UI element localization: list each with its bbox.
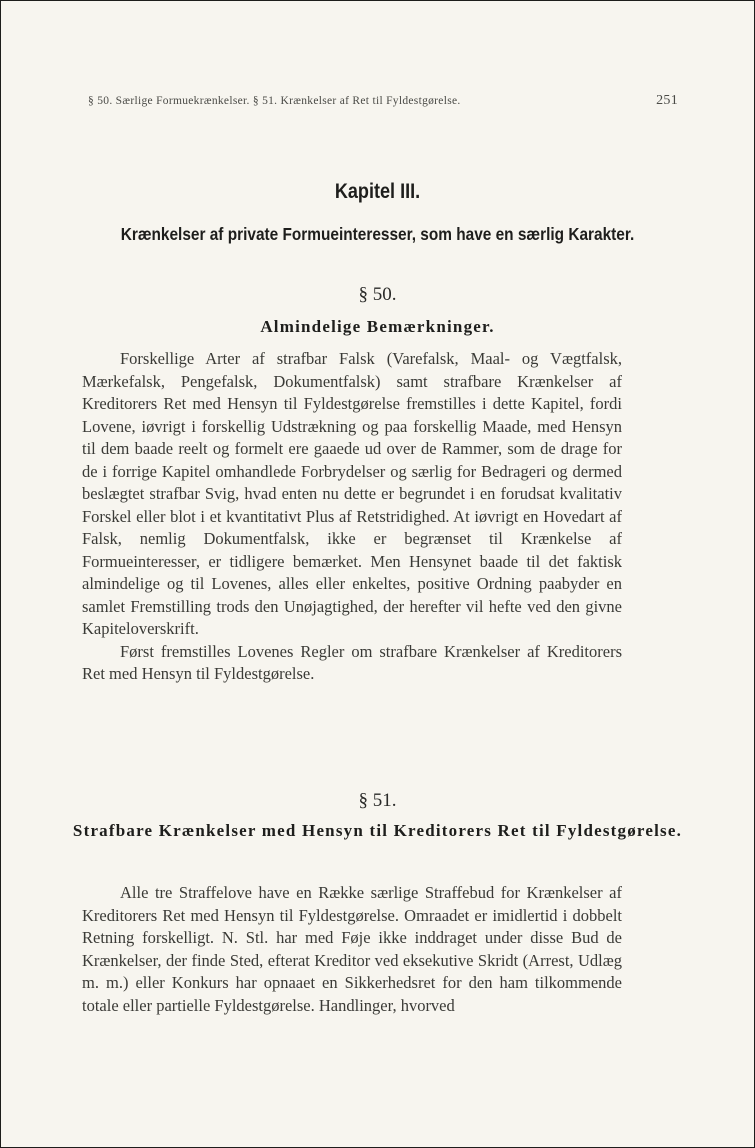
- chapter-title: Kapitel III.: [334, 180, 421, 203]
- chapter-subtitle: Krænkelser af private Formueinteresser, som have en særlig Karakter.: [120, 224, 635, 244]
- section-51-mark: § 51.: [358, 790, 397, 811]
- running-header: [88, 95, 678, 107]
- paragraph: Først fremstilles Lovenes Regler om strafbare Krænkelser af Kreditorers Ret med Hensyn til Fyldestgørelse.: [82, 641, 622, 683]
- section-50-mark: § 50.: [358, 284, 397, 305]
- paragraph: Alle tre Straffelove have en Række særlige Straffebud for Krænkelser af Kreditorers Ret med Hensyn til Fyldestgørelse. Omraadet er imidlertid i dobbelt Retning forskelligt. N. Stl. har med Føje ikke inddraget under disse Bud de Krænkelser, der finde Sted, efterat Kreditor ved eksekutive Skridt (Arrest, Udlæg m. m.) eller Konkurs har opnaaet en Sikkerhedsret for den ham tilkommende totale eller partielle Fyldestgørelse. Handlinger, hvorved: [82, 883, 622, 1015]
- running-title: § 50. Særlige Formuekrænkelser. § 51. Krænkelser af Ret til Fyldestgørelse.: [88, 95, 461, 107]
- section-50-body: [82, 348, 622, 686]
- section-51-heading: Strafbare Krænkelser med Hensyn til Kreditorers Ret til Fyldestgørelse.: [72, 821, 683, 840]
- paragraph: Forskellige Arter af strafbar Falsk (Varefalsk, Maal- og Vægtfalsk, Mærkefalsk, Pengefalsk, Dokumentfalsk) samt strafbare Krænkelser af Kreditorers Ret med Hensyn til Fyldestgørelse fremstilles i dette Kapitel, fordi Lovene, iøvrigt i forskellig Udstrækning og paa forskellig Maade, med Hensyn til dem baade reelt og formelt ere gaaede ud over de Rammer, som de drage for de i forrige Kapitel omhandlede Forbrydelser og særlig for Bedrageri og dermed beslægtet strafbar Svig, hvad enten nu dette er begrundet i en forudsat kvalitativ Forskel eller blot i et kvantitativt Plus af Retstridighed. At iøvrigt en Hovedart af Falsk, nemlig Dokumentfalsk, ikke er begrænset til Krænkelse af Formueinteresser, er tidligere bemærket. Men Hensynet baade til det faktisk almindelige og til Lovenes, alles eller enkeltes, positive Ordning paabyder en samlet Fremstilling trods den Unøjagtighed, der herefter vil hefte ved den givne Kapiteloverskrift.: [82, 349, 622, 638]
- page-number: 251: [656, 93, 678, 108]
- section-50-heading: Almindelige Bemærkninger.: [260, 317, 495, 336]
- section-51-body: [82, 882, 622, 1017]
